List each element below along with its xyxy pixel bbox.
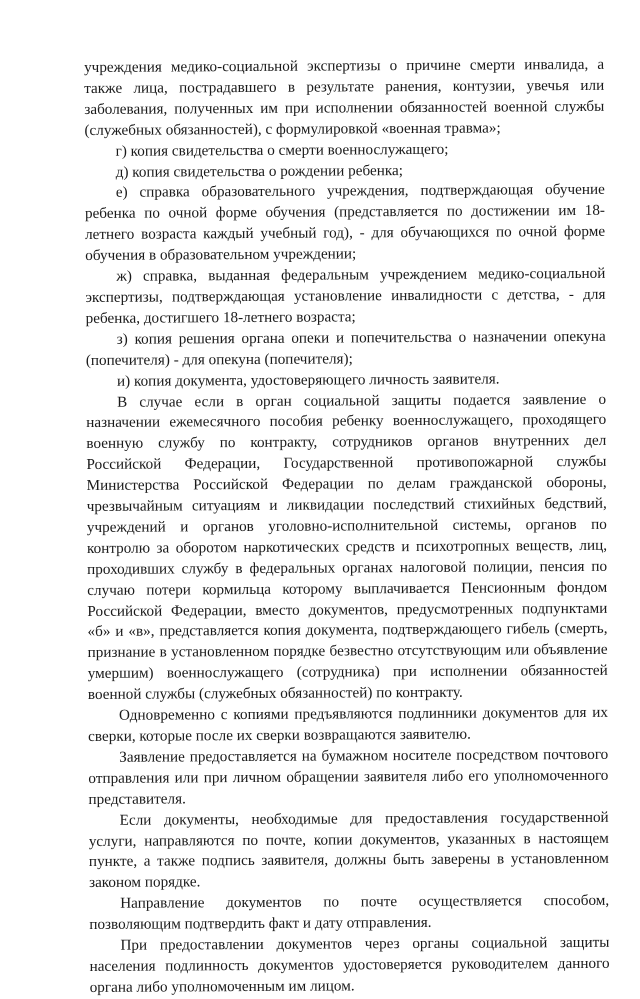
- paragraph-postal-confirmation: Направление документов по почте осуществляется способом, позволяющим подтвердить факт и дату отправления.: [89, 892, 610, 934]
- paragraph-item-g: г) копия свидетельства о смерти военнослужащего;: [115, 140, 449, 160]
- paragraph-submission-method: Заявление предоставляется на бумажном носителе посредством почтового отправления или при личном обращении заявителя либо его уполномоченного представителя.: [88, 745, 609, 808]
- paragraph-item-i: и) копия документа, удостоверяющего личность заявителя.: [116, 370, 500, 390]
- paragraph-continuation: учреждения медико-социальной экспертизы о причине смерти инвалида, а также лица, пострадавшего в результате ранения, контузии, увечья или заболевания, полученных им при исполнении обязанностей военной службы (служебных обязанностей), с формулировкой «военная травма»;: [84, 55, 605, 139]
- paragraph-item-z: з) копия решения органа опеки и попечительства о назначении опекуна (попечителя) - для опекуна (попечителя);: [85, 327, 606, 369]
- paragraph-item-d: д) копия свидетельства о рождении ребенка;: [115, 161, 404, 181]
- document-body: [84, 55, 610, 999]
- paragraph-item-zh: ж) справка, выданная федеральным учреждением медико-социальной экспертизы, подтверждающая установление инвалидности с детства, - для ребенка, достигшего 18-летнего возраста;: [85, 264, 606, 327]
- paragraph-contract-case: В случае если в орган социальной защиты подается заявление о назначении ежемесячного пособия ребенку военнослужащего, проходящего военную службу по контракту, сотрудников органов внутренних дел Российской Федерации, Государственной противопожарной службы Министерства Российской Федерации по делам гражданской обороны, чрезвычайным ситуациям и ликвидации последствий стихийных бедствий, учреждений и органов уголовно-исполнительной системы, органов по контролю за оборотом наркотических средств и психотропных веществ, лиц, проходивших службу в федеральных органах налоговой полиции, пенсия по случаю потери кормильца которому выплачивается Пенсионным фондом Российской Федерации, вместо документов, предусмотренных подпунктами «б» и «в», представляется копия документа, подтверждающего гибель (смерть, признание в установленном порядке безвестно отсутствующим или объявление умершим) военнослужащего (сотрудника) при исполнении обязанностей военной службы (служебных обязанностей) по контракту.: [86, 390, 608, 704]
- paragraph-authenticity: При предоставлении документов через органы социальной защиты населения подлинность документов удостоверяется руководителем данного органа либо уполномоченным им лицом.: [89, 933, 610, 996]
- paragraph-originals: Одновременно с копиями предъявляются подлинники документов для их сверки, которые после их сверки возвращаются заявителю.: [88, 703, 609, 745]
- paragraph-item-e: е) справка образовательного учреждения, подтверждающая обучение ребенка по очной форме обучения (представляется по достижении им 18-летнего возраста каждый учебный год), - для обучающихся по очной форме обучения в образовательном учреждении;: [84, 181, 606, 265]
- paragraph-postal-certification: Если документы, необходимые для предоставления государственной услуги, направляются по почте, копии документов, указанных в настоящем пункте, а также подпись заявителя, должны быть заверены в установленном законом порядке.: [88, 808, 609, 892]
